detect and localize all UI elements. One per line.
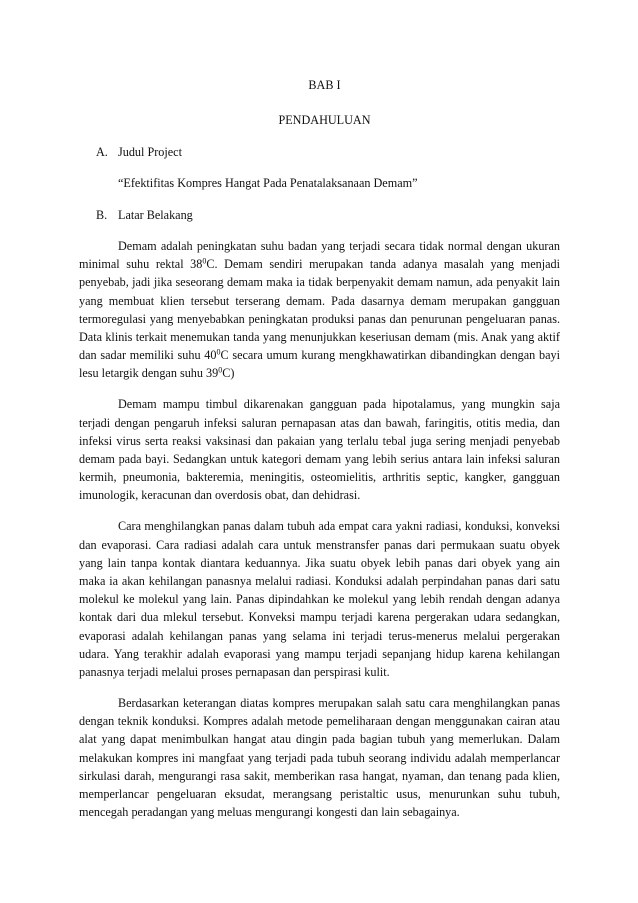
paragraph-1-text-1: Demam adalah peningkatan suhu badan yang terjadi secara tidak normal dengan ukuran minimal suhu rektal 38 bbox=[79, 239, 560, 272]
superscript-degree: 0 bbox=[202, 256, 207, 266]
body-text bbox=[79, 237, 560, 834]
section-letter-b: B. bbox=[96, 208, 108, 222]
section-title-a: Judul Project bbox=[118, 145, 182, 159]
section-letter-a: A. bbox=[96, 145, 108, 159]
superscript-degree: 0 bbox=[216, 347, 221, 357]
section-heading-a bbox=[96, 145, 182, 160]
chapter-heading: BAB I bbox=[308, 78, 341, 92]
paragraph-3: Cara menghilangkan panas dalam tubuh ada empat cara yakni radiasi, konduksi, konveksi dan evaporasi. Cara radiasi adalah cara untuk menstransfer panas dari permukaan suatu obyek yang lain tanpa kontak diantara keduannya. Jika suatu obyek lebih panas dari obyek yang ain maka ia akan kehilangan panasnya melalui radiasi. Konduksi adalah perpindahan panas dari satu molekul ke molekul yang lain. Panas dipindahkan ke molekul yang lebih rendah dengan adanya kontak dari dua mlekul tersebut. Konveksi mampu terjadi karena pergerakan udara sedangkan, evaporasi adalah kehilangan panas yang selama ini terjadi terus-menerus melalui pergerakan udara. Yang terakhir adalah evaporasi yang mampu terjadi sepanjang hidup karena kehilangan panasnya terjadi melalui proses pernapasan dan perspirasi kulit. bbox=[79, 519, 560, 680]
paragraph-4: Berdasarkan keterangan diatas kompres merupakan salah satu cara menghilangkan panas dengan teknik konduksi. Kompres adalah metode pemeliharaan dengan menggunakan cairan atau alat yang dapat menimbulkan hangat atau dingin pada bagian tubuh yang memerlukan. Dalam melakukan kompres ini mangfaat yang terjadi pada tubuh seorang individu adalah memperlancar sirkulasi darah, mengurangi rasa sakit, memberikan rasa hangat, nyaman, dan tenang pada klien, memperlancar pengeluaran eksudat, merangsang peristaltic usus, menurunkan suhu tubuh, mencegah peradangan yang meluas mengurangi kongesti dan lain sebagainya. bbox=[79, 696, 560, 820]
paragraph-1-text-2: C. Demam sendiri merupakan tanda adanya masalah yang menjadi penyebab, jadi jika seseorang demam maka ia tidak berpenyakit demam namun, ada penyakit lain yang membuat klien tersebut terserang demam. Pada dasarnya demam merupakan gangguan termoregulasi yang menyebabkan peningkatan produksi panas dan penurunan pengeluaran panas. Data klinis terkait menemukan tanda yang menunjukkan keseriusan demam (mis. Anak yang aktif dan sadar memiliki suhu 40 bbox=[79, 257, 560, 363]
paragraph-1-text-3: C secara umum kurang mengkhawatirkan dibandingkan dengan bayi lesu letargik dengan suhu 39 bbox=[79, 348, 560, 381]
paragraph-1-text-4: C) bbox=[222, 366, 235, 381]
section-title-b: Latar Belakang bbox=[118, 208, 193, 222]
section-heading-b bbox=[96, 208, 193, 223]
paragraph-1 bbox=[79, 237, 560, 383]
project-title: “Efektifitas Kompres Hangat Pada Penatalaksanaan Demam” bbox=[118, 176, 418, 190]
chapter-title: PENDAHULUAN bbox=[278, 113, 371, 127]
paragraph-2: Demam mampu timbul dikarenakan gangguan pada hipotalamus, yang mungkin saja terjadi dengan pengaruh infeksi saluran pernapasan atas dan bawah, faringitis, otitis media, dan infeksi virus serta reaksi vaksinasi dan pakaian yang terlalu tebal juga sering menjadi penyebab demam pada bayi. Sedangkan untuk kategori demam yang lebih serius antara lain infeksi saluran kermih, pneumonia, bakteremia, meningitis, osteomielitis, arthritis septic, kangker, gangguan imunologik, keracunan dan overdosis obat, dan dehidrasi. bbox=[79, 397, 560, 503]
superscript-degree: 0 bbox=[218, 366, 223, 376]
